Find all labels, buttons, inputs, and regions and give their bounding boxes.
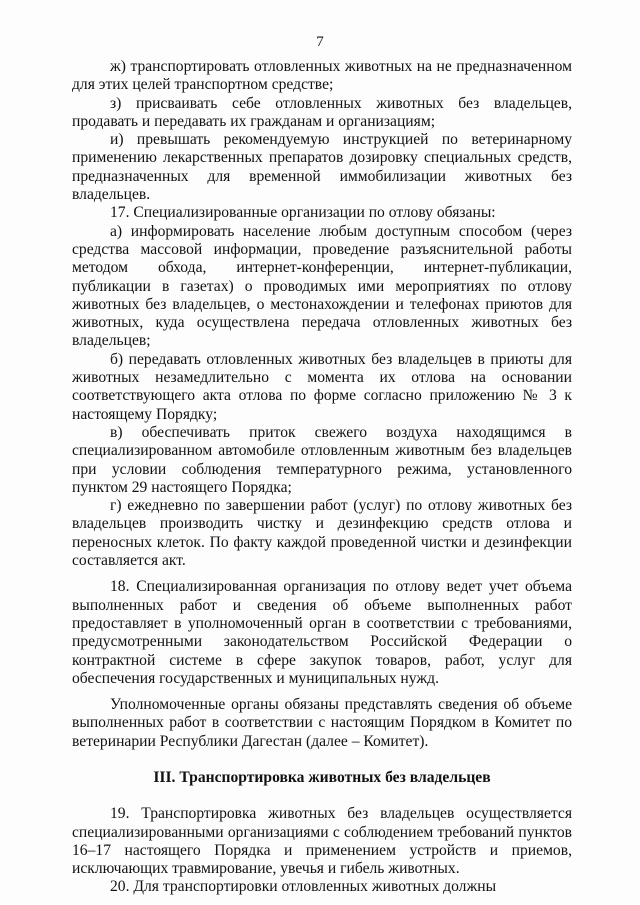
paragraph-clause-18: 18. Специализированная организация по отлову ведет учет объема выполненных работ и сведения об объеме выполненных работ предоставляет в уполномоченный орган в соответствии с требованиями, предусмотренными законодательством Российской Федерации о контрактной системе в сфере закупок товаров, работ, услуг для обеспечения государственных и муниципальных нужд.: [72, 578, 572, 687]
paragraph-clause-19: 19. Транспортировка животных без владельцев осуществляется специализированными организациями с соблюдением требований пунктов 16–17 настоящего Порядка и применением устройств и приемов, исключающих травмирование, увечья и гибель животных.: [72, 805, 572, 878]
document-body: [72, 58, 572, 897]
paragraph-clause-17: 17. Специализированные организации по отлову обязаны:: [110, 204, 496, 222]
paragraph-clause-17-a: а) информировать население любым доступным способом (через средства массовой информации, проведение разъяснительной работы методом обхода, интернет-конференции, интернет-публикации, публикации в газетах) о проводимых ими мероприятиях по отлову животных без владельцев, о местонахождении и телефонах приютов для животных, куда осуществлена передача отловленных животных без владельцев;: [72, 222, 572, 350]
paragraph-item-z: з) присваивать себе отловленных животных без владельцев, продавать и передавать их гражданам и организациям;: [72, 94, 572, 130]
paragraph-clause-18-reporting: Уполномоченные органы обязаны представлять сведения об объеме выполненных работ в соответствии с настоящим Порядком в Комитет по ветеринарии Республики Дагестан (далее – Комитет).: [72, 696, 572, 750]
paragraph-item-i: и) превышать рекомендуемую инструкцией по ветеринарному применению лекарственных препаратов дозировку специальных средств, предназначенных для временной иммобилизации животных без владельцев.: [72, 131, 572, 204]
paragraph-clause-17-v: в) обеспечивать приток свежего воздуха находящимся в специализированном автомобиле отловленным животным без владельцев при условии соблюдения температурного режима, установленного пунктом 29 настоящего Порядка;: [72, 423, 572, 496]
paragraph-item-zh: ж) транспортировать отловленных животных на не предназначенном для этих целей транспортном средстве;: [72, 58, 572, 94]
paragraph-clause-20: 20. Для транспортировки отловленных животных должны: [110, 878, 497, 896]
paragraph-clause-17-g: г) ежедневно по завершении работ (услуг) по отлову животных без владельцев производить чистку и дезинфекцию средств отлова и переносных клеток. По факту каждой проведенной чистки и дезинфекции составляется акт.: [72, 497, 572, 570]
page-number: 7: [316, 34, 324, 50]
paragraph-clause-17-b: б) передавать отловленных животных без владельцев в приюты для животных незамедлительно с момента их отлова на основании соответствующего акта отлова по форме согласно приложению № 3 к настоящему Порядку;: [72, 350, 572, 423]
section-heading: III. Транспортировка животных без владельцев: [153, 768, 491, 786]
